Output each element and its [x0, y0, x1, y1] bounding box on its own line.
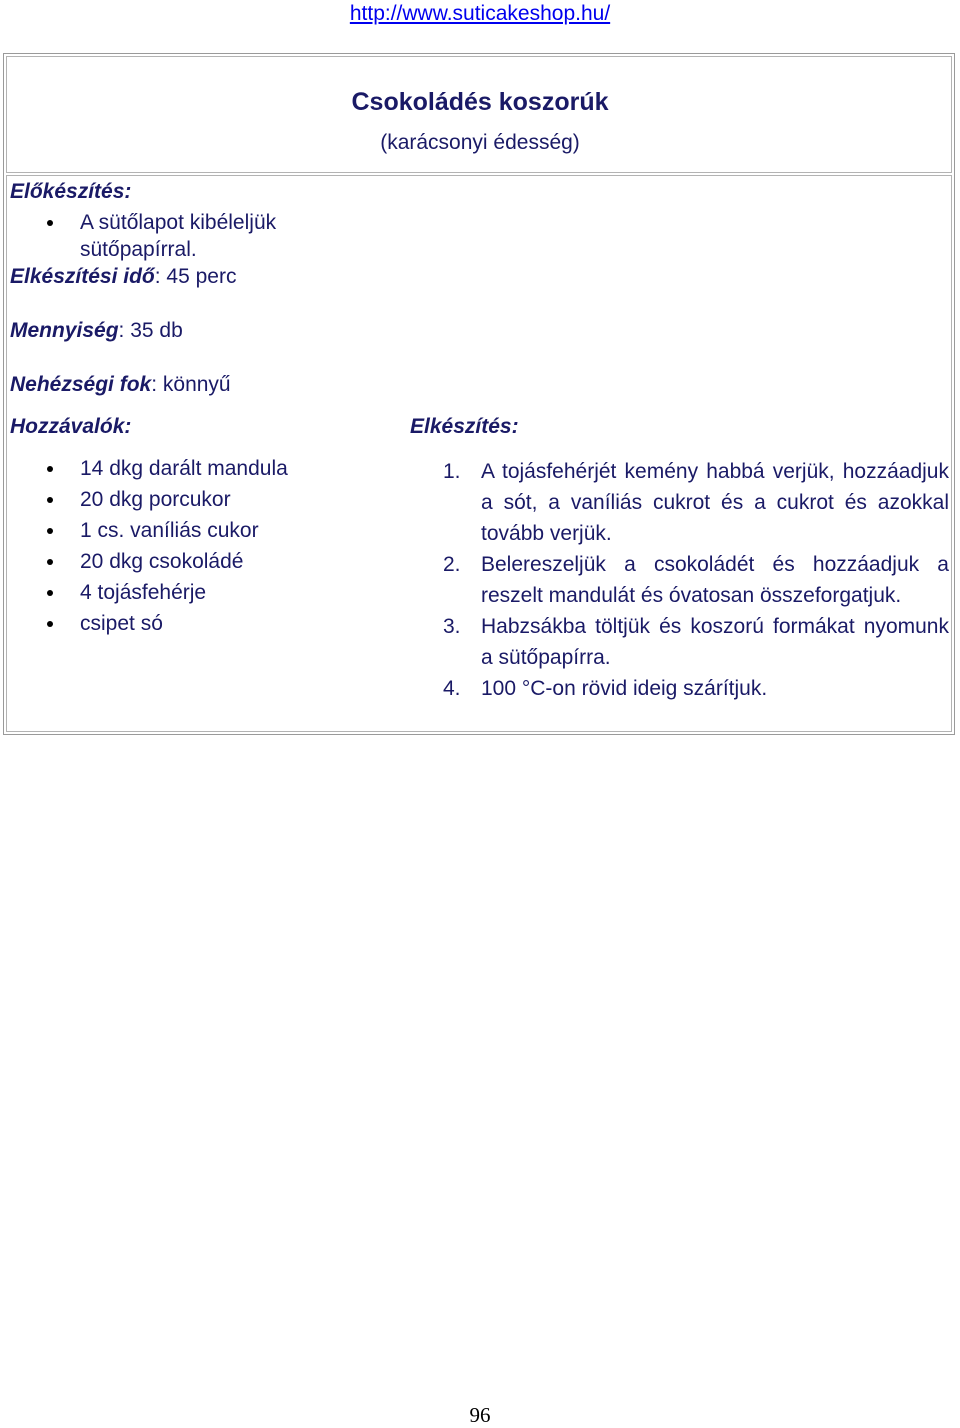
prep-time-value: : 45 perc: [154, 265, 237, 288]
bullet-icon: [47, 590, 53, 596]
step-number: 4.: [443, 677, 461, 700]
preparation-item: A sütőlapot kibéleljük: [80, 211, 277, 234]
method-step: [443, 611, 949, 673]
difficulty-label: Nehézségi fok: [10, 373, 152, 396]
ingredient-item: 20 dkg porcukor: [80, 488, 231, 511]
method-step: [443, 549, 949, 611]
preparation-item: sütőpapírral.: [80, 238, 197, 261]
method-steps: [443, 456, 949, 704]
prep-time-label: Elkészítési idő: [10, 265, 155, 288]
step-text: Habzsákba töltjük és koszorú formákat nyomunk a sütőpapírra.: [481, 615, 949, 669]
bullet-icon: [47, 559, 53, 565]
ingredient-item: 4 tojásfehérje: [80, 581, 207, 604]
ingredient-item: csipet só: [80, 612, 163, 635]
quantity: [10, 318, 183, 344]
method-step: [443, 673, 949, 704]
step-number: 3.: [443, 615, 461, 638]
page-number: 96: [469, 1403, 491, 1427]
recipe-title: Csokoládés koszorúk: [351, 88, 609, 116]
ingredient-item: 20 dkg csokoládé: [80, 550, 244, 573]
site-url-link[interactable]: http://www.suticakeshop.hu/: [349, 2, 611, 25]
method-step: [443, 456, 949, 549]
step-number: 1.: [443, 460, 461, 483]
step-text: A tojásfehérjét kemény habbá verjük, hozzáadjuk a sót, a vaníliás cukrot és a cukrot és azokkal tovább verjük.: [481, 460, 949, 545]
ingredient-item: 14 dkg darált mandula: [80, 457, 288, 480]
quantity-value: : 35 db: [118, 319, 183, 342]
difficulty-value: : könnyű: [151, 373, 231, 396]
bullet-icon: [47, 497, 53, 503]
step-text: 100 °C-on rövid ideig szárítjuk.: [481, 677, 768, 700]
method-label: Elkészítés:: [410, 415, 519, 438]
ingredient-item: 1 cs. vaníliás cukor: [80, 519, 259, 542]
prep-time: [10, 264, 236, 290]
bullet-icon: [47, 220, 53, 226]
recipe-subtitle: (karácsonyi édesség): [380, 131, 580, 154]
bullet-icon: [47, 466, 53, 472]
difficulty: [10, 372, 231, 398]
step-number: 2.: [443, 553, 461, 576]
quantity-label: Mennyiség: [10, 319, 119, 342]
preparation-label: Előkészítés:: [10, 180, 132, 203]
step-text: Belereszeljük a csokoládét és hozzáadjuk a reszelt mandulát és óvatosan összeforgatjuk.: [481, 553, 949, 607]
bullet-icon: [47, 621, 53, 627]
ingredients-label: Hozzávalók:: [10, 415, 132, 438]
bullet-icon: [47, 528, 53, 534]
